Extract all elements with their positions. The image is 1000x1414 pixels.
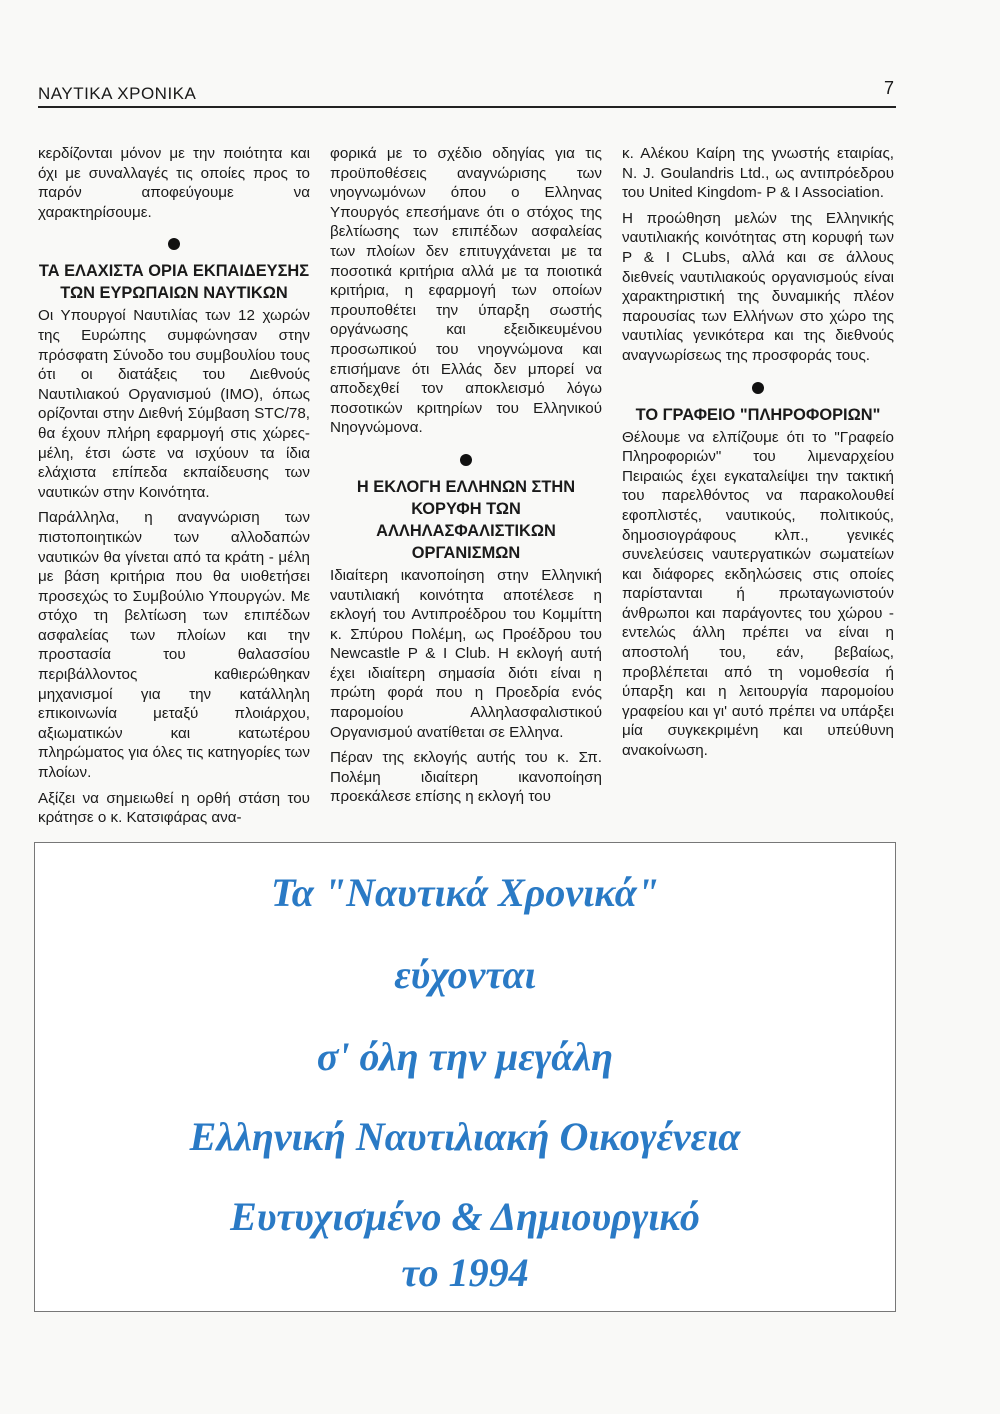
section-heading: Η ΕΚΛΟΓΗ ΕΛΛΗΝΩΝ ΣΤΗΝ ΚΟΡΥΦΗ ΤΩΝ ΑΛΛΗΛΑΣΦΑΛΙΣΤΙΚΩΝ ΟΡΓΑΝΙΣΜΩΝ [356,477,576,562]
section-heading: ΤΟ ΓΡΑΦΕΙΟ "ΠΛΗΡΟΦΟΡΙΩΝ" [635,405,881,424]
paragraph: Αξίζει να σημειωθεί η ορθή στάση του κράτησε ο κ. Κατσιφάρας ανα- [38,789,310,827]
paragraph: φορικά με το σχέδιο οδηγίας για τις προϋποθέσεις αναγνώρισης των νηογνωμόνων όπου ο Ελληνας Υπουργός επεσήμανε ότι ο στόχος της βελτίωσης των επιπέδων ασφαλείας των πλοίων δεν επιτυγχάνεται με τα ποσοτικά κριτήρια αλλά με τα ποιοτικά κριτήρια, η εφαρμογή των οποίων προυποθέτει την ύπαρξη σωστής οργάνωσης και εξειδικευμένου προσωπικού του νηογνώμονα και επισήμανε ότι Ελλάς δεν μπορεί να αποδεχθεί τον αποκλεισμό λόγω ποσοτικών κριτηρίων του Ελληνικού Νηογνώμονα. [330,145,602,437]
page-header [38,80,896,108]
paragraph: κ. Αλέκου Καίρη της γνωστής εταιρίας, N. J. Goulandris Ltd., ως αντιπρόεδρου του United Kingdom- P & I Association. [622,145,894,202]
banner-line: σ' όλη την μεγάλη [316,1034,614,1079]
banner-line: Ελληνική Ναυτιλιακή Οικογένεια [189,1114,741,1159]
section-heading: ΤΑ ΕΛΑΧΙΣΤΑ ΟΡΙΑ ΕΚΠΑΙΔΕΥΣΗΣ ΤΩΝ ΕΥΡΩΠΑΙΩΝ ΝΑΥΤΙΚΩΝ [38,262,310,303]
greeting-banner [34,842,896,1312]
paragraph: κερδίζονται μόνον με την ποιότητα και όχι με συναλλαγές τις οποίες προς το παρόν αποφεύγουμε να χαρακτηρίσουμε. [38,145,310,221]
page-number: 7 [883,78,894,98]
banner-line: εύχονται [394,952,536,997]
paragraph: Παράλληλα, η αναγνώριση των πιστοποιητικών των αλλοδαπών ναυτικών θα γίνεται από τα κράτη - μέλη με βάση κριτήρια που θα υιοθετήσει προσεχώς το Συμβούλιο Υπουργών. Με στόχο τη βελτίωση των επιπέδων ασφαλείας των πλοίων και την προστασία του θαλασσίου περιβάλλοντος καθιερώθηκαν μηχανισμοί για την κατάλληλη επικοινωνία μεταξύ πλοιάρχου, αξιωματικών και κατωτέρου πληρώματος για όλες τις κατηγορίες των πλοίων. [38,509,310,782]
column-2 [330,144,602,807]
bullet-icon [168,238,180,250]
paragraph: Οι Υπουργοί Ναυτιλίας των 12 χωρών της Ευρώπης συμφώνησαν στην πρόσφατη Σύνοδο του συμβουλίου τους ότι οι διατάξεις του Διεθνούς Ναυτιλιακού Οργανισμού (ΙΜΟ), όπως ορίζονται στην Διεθνή Σύμβαση STC/78, θα έχουν πλήρη εφαρμογή στις χώρες-μέλη, έτσι ώστε να ισχύουν τα ίδια ελάχιστα επίπεδα εκπαίδευσης των ναυτικών στην Κοινότητα. [38,307,310,501]
column-1 [38,144,310,828]
bullet-icon [460,454,472,466]
paragraph: Η προώθηση μελών της Ελληνικής ναυτιλιακής κοινότητας στη κορυφή των P & I CLubs, αλλά και σε άλλους διεθνείς ναυτιλιακούς οργανισμούς είναι χαρακτηριστική της δυναμικής πλέον παρουσίας των Ελλήνων στο χώρο της ναυτιλίας γενικότερα και της διεθνούς αναγνωρίσεως της προσφοράς τους. [622,209,894,364]
banner-line: Τα "Ναυτικά Χρονικά" [270,870,660,915]
paragraph: Ιδιαίτερη ικανοποίηση στην Ελληνική ναυτιλιακή κοινότητα αποτέλεσε η εκλογή του Αντιπροέδρου του Κομμίττη κ. Σπύρου Πολέμη, ως Προέδρου του Newcastle P & I Club. Η εκλογή αυτή έχει ιδιαίτερη σημασία διότι είναι η πρώτη φορά που η Προεδρία ενός παρομοίου Αλληλασφαλιστικού Οργανισμού ανατίθεται σε Ελληνα. [330,566,602,741]
column-3 [622,144,894,761]
publication-title: ΝΑΥΤΙΚΑ ΧΡΟΝΙΚΑ [38,84,197,103]
paragraph: Θέλουμε να ελπίζουμε ότι το "Γραφείο Πληροφοριών" του λιμεναρχείου Πειραιώς έχει εγκαταλείψει την τακτική του παρελθόντος να παρακολουθεί εφοπλιστές, ναυτικούς, πολιτικούς, δημοσιογράφους κλπ., γενικές συνελεύσεις ναυτεργατικών σωματείων και διάφορες εκδηλώσεις στις οποίες παρίστανται ή πρωταγωνιστούν άνθρωποι και παράγοντες του χώρου - εντελώς άλλη πρέπει να είναι η αποστολή του, εάν, βεβαίως, προβλέπεται από τη νομοθεσία ή ύπαρξη και η λειτουργία παρομοίου γραφείου και γι' αυτό πρέπει να υπάρξει μία συγκεκριμένη και υπεύθυνη ανακοίνωση. [622,428,894,760]
bullet-icon [752,382,764,394]
banner-line: Ευτυχισμένο & Δημιουργικό [230,1194,700,1239]
banner-line: το 1994 [401,1250,529,1295]
paragraph: Πέραν της εκλογής αυτής του κ. Σπ. Πολέμη ιδιαίτερη ικανοποίηση προεκάλεσε επίσης η εκλογή του [330,749,602,806]
